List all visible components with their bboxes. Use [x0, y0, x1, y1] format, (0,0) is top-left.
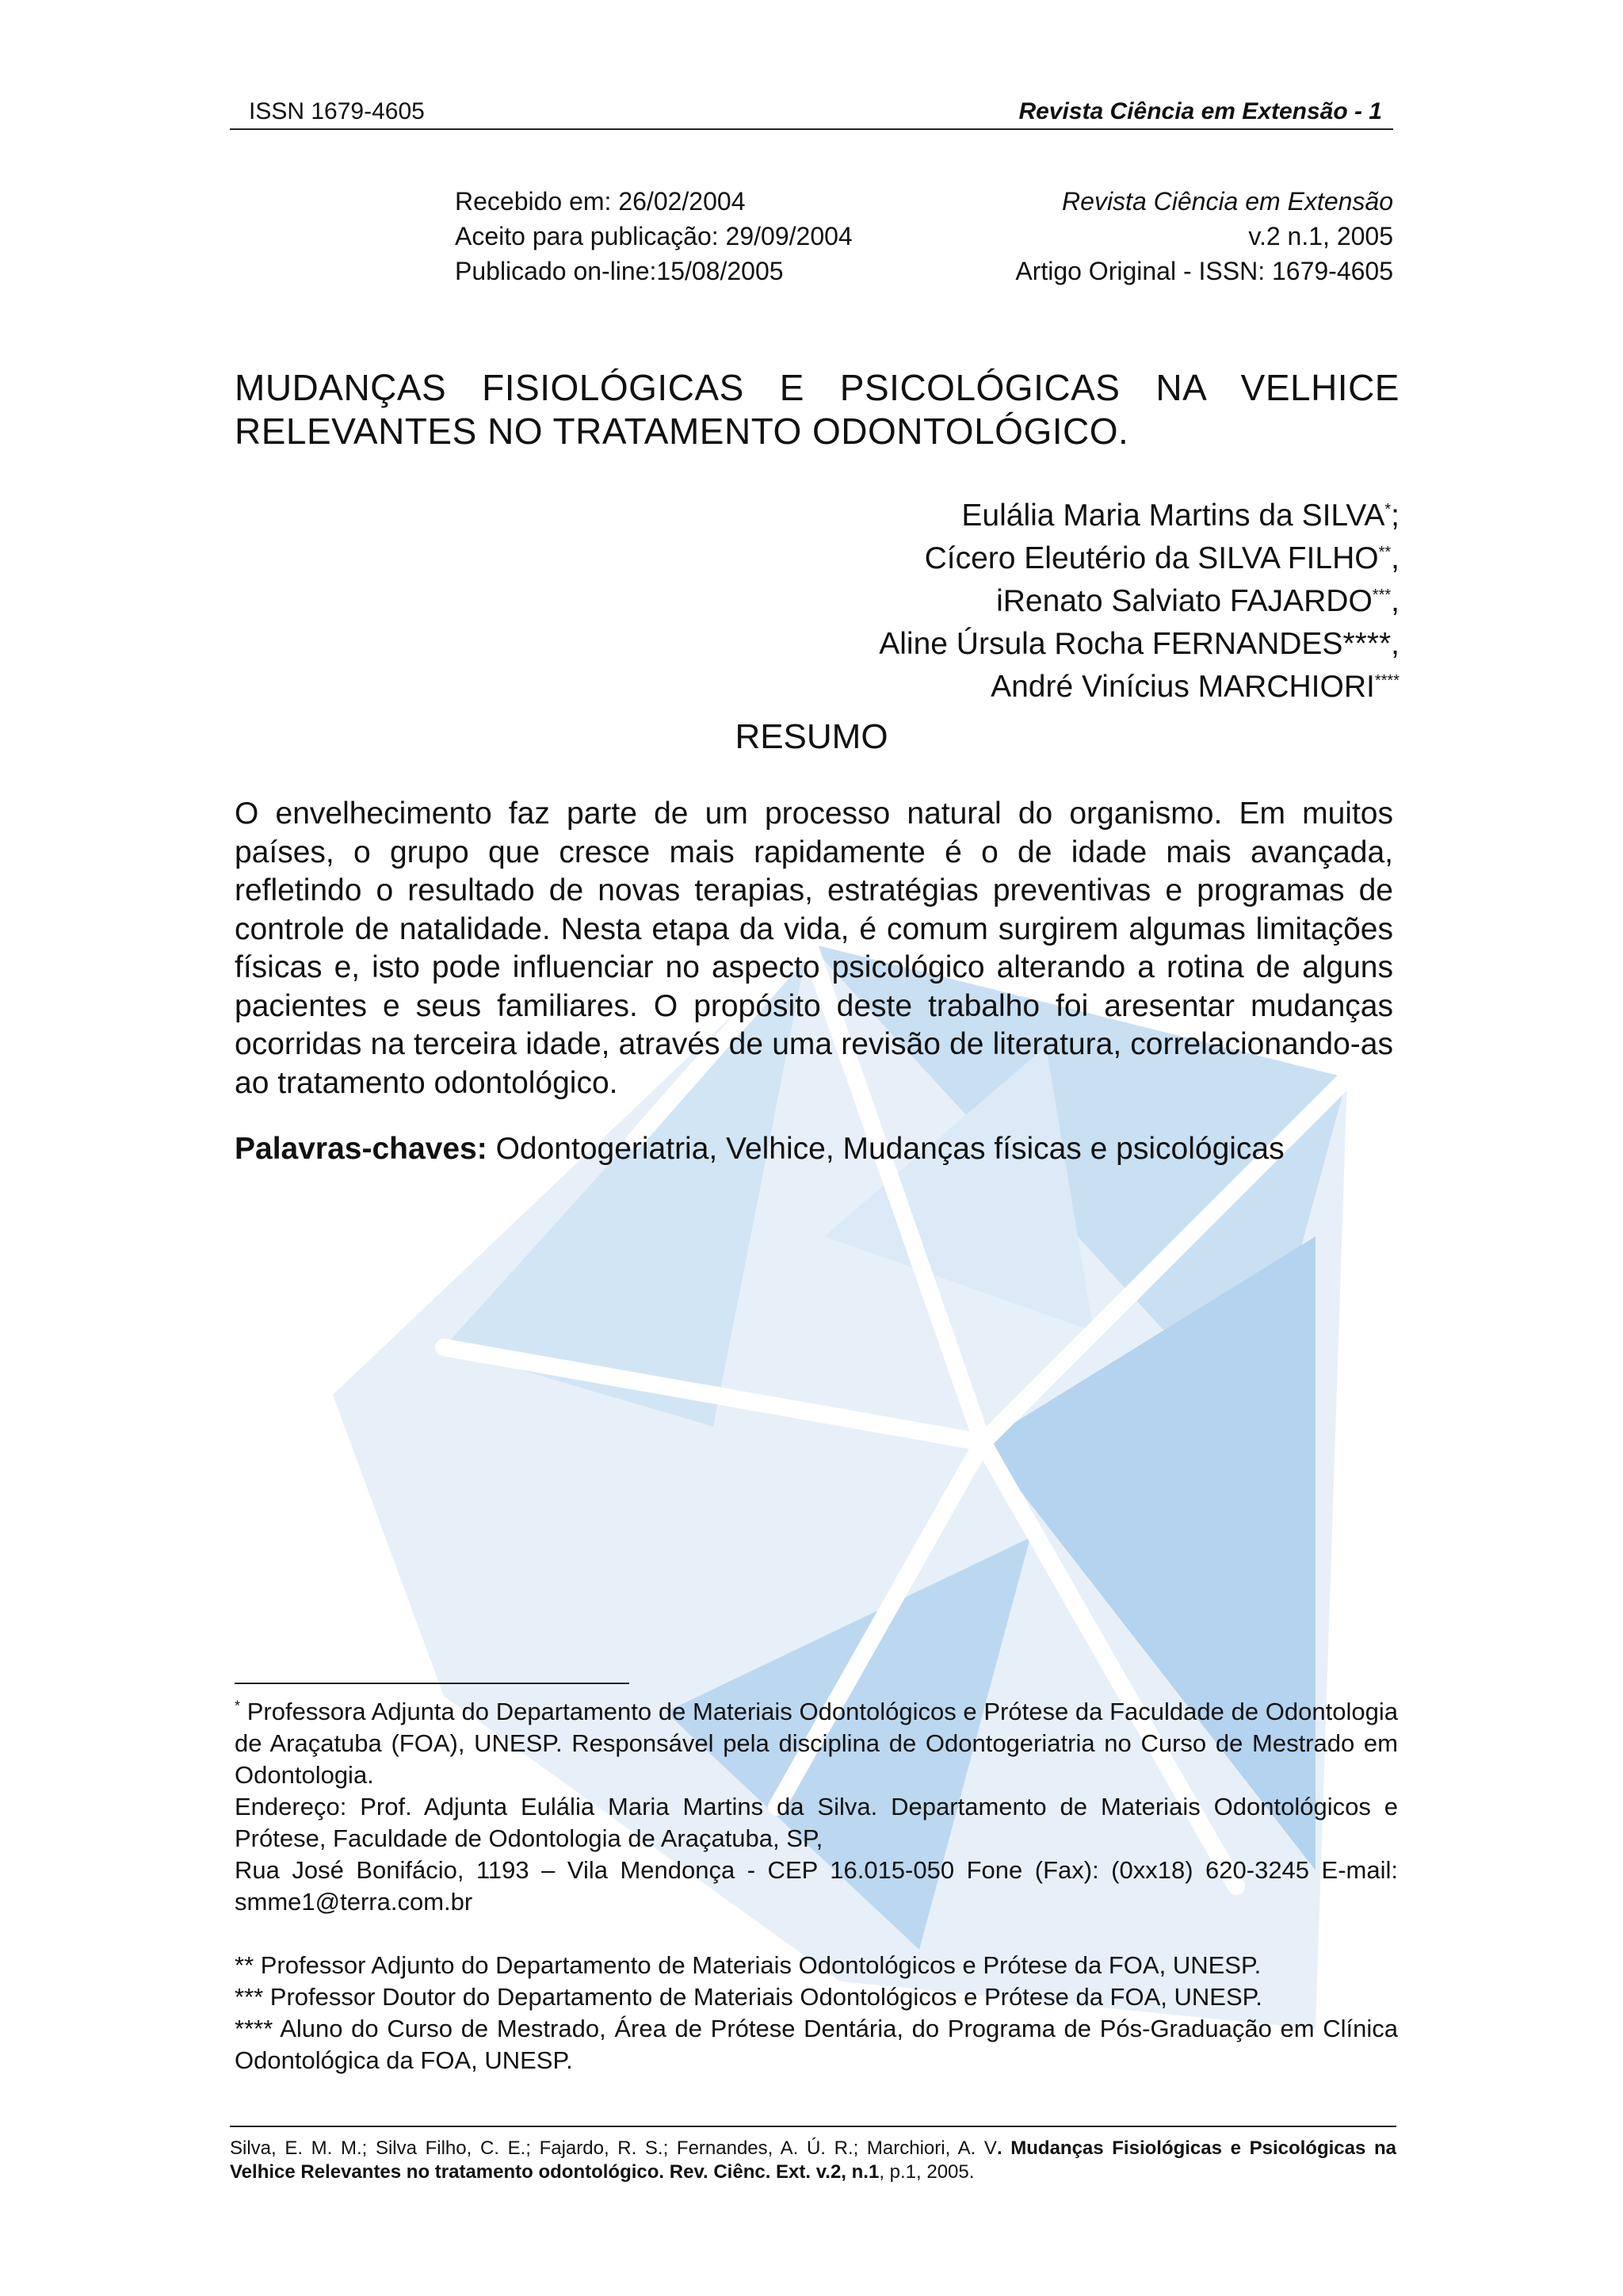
author-name: Cícero Eleutério da SILVA FILHO: [924, 541, 1379, 575]
citation-pages: , p.1, 2005.: [879, 2161, 975, 2183]
publication-info: [1015, 184, 1393, 288]
volume-issue: v.2 n.1, 2005: [1248, 222, 1393, 250]
footnotes: [235, 1696, 1398, 2076]
footnote-1: [235, 1696, 1398, 1791]
footnote-2: ** Professor Adjunto do Departamento de Materiais Odontológicos e Prótese da FOA, UNESP.: [235, 1951, 1262, 1979]
journal-name: Revista Ciência em Extensão: [1062, 187, 1393, 216]
author-name: Aline Úrsula Rocha FERNANDES****: [879, 627, 1392, 661]
footnote-mark: *: [235, 1698, 241, 1714]
keywords: [235, 1132, 1285, 1167]
footnote-1-address: Endereço: Prof. Adjunta Eulália Maria Martins da Silva. Departamento de Materiais Odontológicos e Prótese, Faculdade de Odontologia de Araçatuba, SP,: [235, 1793, 1398, 1852]
footnote-separator: [235, 1683, 629, 1684]
footnote-1-text: Professora Adjunta do Departamento de Materiais Odontológicos e Prótese da Faculdade de Odontologia de Araçatuba (FOA), UNESP. Responsável pela disciplina de Odontogeriatria no Curso de Mestrado em Odontologia.: [235, 1698, 1398, 1789]
author-separator: ,: [1391, 627, 1400, 661]
article-title: [235, 366, 1400, 453]
author-line: [879, 537, 1400, 580]
author-mark: *: [1384, 501, 1392, 518]
citation-footer: [230, 2126, 1396, 2184]
title-line-2: RELEVANTES NO TRATAMENTO ODONTOLÓGICO.: [235, 411, 1129, 452]
title-line-1: MUDANÇAS FISIOLÓGICAS E PSICOLÓGICAS NA VELHICE: [235, 367, 1400, 408]
header-issn: ISSN 1679-4605: [249, 98, 425, 124]
abstract-text: O envelhecimento faz parte de um processo natural do organismo. Em muitos países, o grupo que cresce mais rapidamente é o de idade mais avançada, refletindo o resultado de novas terapias, estratégias preventivas e programas de controle de natalidade. Nesta etapa da vida, é comum surgirem algumas limitações físicas e, isto pode influenciar no aspecto psicológico alterando a rotina de alguns pacientes e seus familiares. O propósito deste trabalho foi aresentar mudanças ocorridas na terceira idade, através de uma revisão de literatura, correlacionando-as ao tratamento odontológico.: [235, 797, 1393, 1100]
footnote-4: **** Aluno do Curso de Mestrado, Área de Prótese Dentária, do Programa de Pós-Graduação em Clínica Odontológica da FOA, UNESP.: [235, 2015, 1398, 2074]
author-separator: ,: [1391, 584, 1400, 618]
citation-authors: Silva, E. M. M.; Silva Filho, C. E.; Fajardo, R. S.; Fernandes, A. Ú. R.; Marchiori, A. V: [230, 2137, 997, 2159]
keywords-label: Palavras-chaves:: [235, 1132, 487, 1166]
published-date: Publicado on-line:15/08/2005: [455, 257, 784, 285]
article-type: Artigo Original - ISSN: 1679-4605: [1015, 257, 1393, 285]
author-list: [879, 495, 1400, 709]
author-mark: **: [1378, 544, 1392, 561]
footnote-3: *** Professor Doutor do Departamento de Materiais Odontológicos e Prótese da FOA, UNESP.: [235, 1983, 1262, 2011]
author-name: André Vinícius MARCHIORI: [991, 670, 1375, 704]
keywords-list: Odontogeriatria, Velhice, Mudanças físicas e psicológicas: [495, 1132, 1285, 1166]
author-separator: ;: [1391, 499, 1400, 533]
author-line: [879, 580, 1400, 623]
received-date: Recebido em: 26/02/2004: [455, 187, 746, 216]
author-name: Eulália Maria Martins da SILVA: [961, 499, 1385, 533]
accepted-date: Aceito para publicação: 29/09/2004: [455, 222, 853, 250]
citation-title: . Mudanças Fisiológicas e Psicológicas na Velhice Relevantes no tratamento odontológico. Rev. Ciênc. Ext. v.2, n.1: [230, 2137, 1396, 2183]
author-mark: ***: [1372, 586, 1392, 604]
footnote-1-contact: Rua José Bonifácio, 1193 – Vila Mendonça - CEP 16.015-050 Fone (Fax): (0xx18) 620-3245 E-mail: smme1@terra.com.br: [235, 1856, 1398, 1916]
author-name: iRenato Salviato FAJARDO: [996, 584, 1373, 618]
abstract-heading: RESUMO: [735, 717, 888, 756]
author-line: [879, 666, 1400, 709]
running-header: [230, 97, 1393, 130]
author-mark: ****: [1374, 672, 1400, 690]
author-separator: ,: [1391, 541, 1400, 575]
author-line: [879, 495, 1400, 537]
submission-dates: [455, 184, 853, 288]
header-journal-page: Revista Ciência em Extensão - 1: [1018, 98, 1382, 124]
author-line: [879, 623, 1400, 666]
